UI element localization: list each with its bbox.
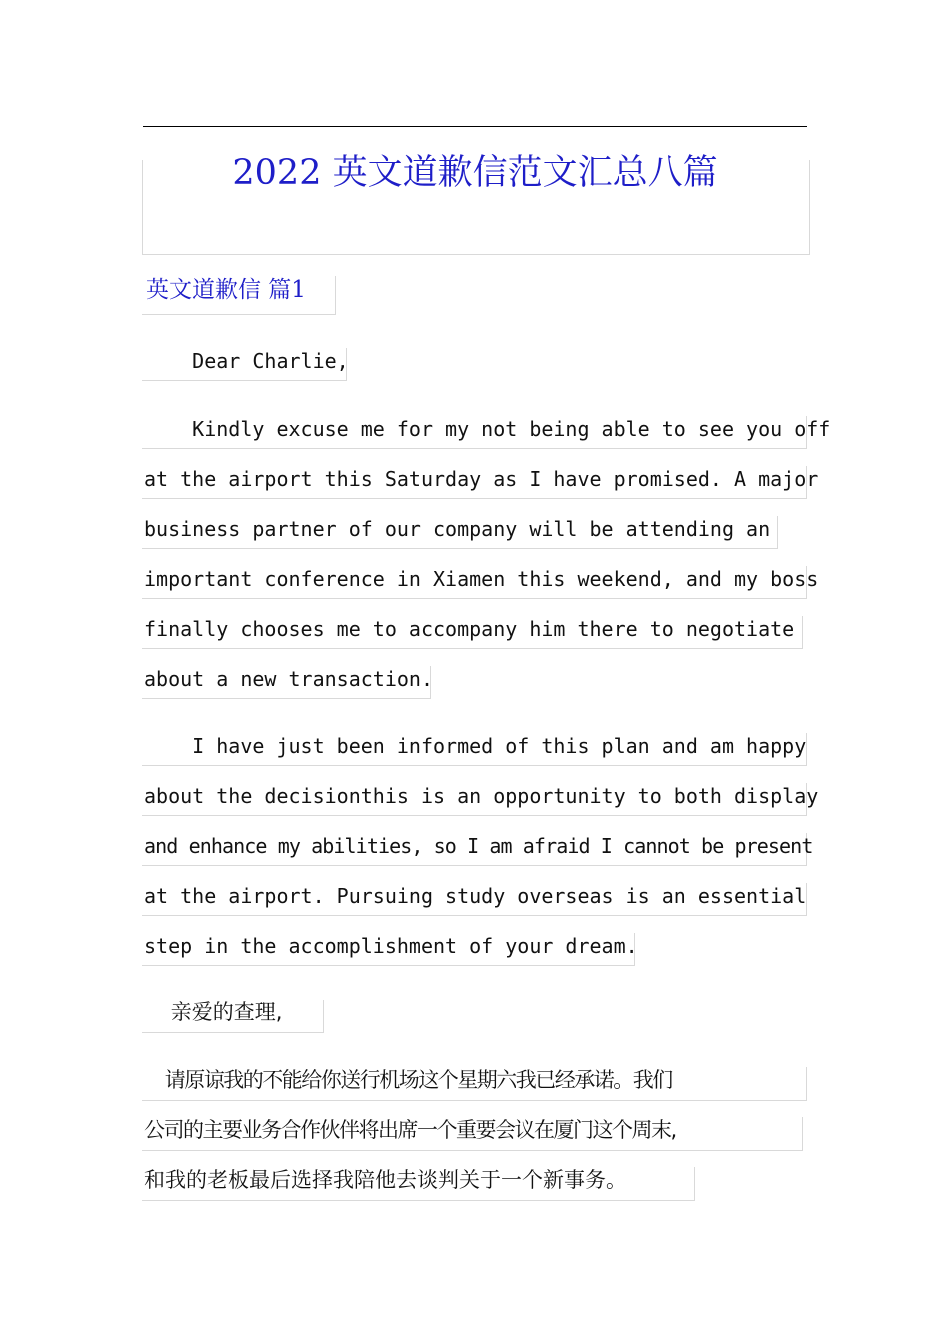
document-title: 2022 英文道歉信范文汇总八篇 xyxy=(232,153,718,193)
body-line: at the airport. Pursuing study overseas is an essential xyxy=(144,884,807,908)
body-line: Dear Charlie, xyxy=(144,349,349,373)
body-line: and enhance my abilities, so I am afraid I cannot be present xyxy=(144,834,813,858)
body-line: I have just been informed of this plan and am happy xyxy=(144,734,807,758)
body-line: finally chooses me to accompany him there to negotiate xyxy=(144,617,795,641)
body-line: about the decisionthis is an opportunity to both display xyxy=(144,784,819,808)
body-line: business partner of our company will be attending an xyxy=(144,517,771,541)
body-line: 请原谅我的不能给你送行机场这个星期六我已经承诺。我们 xyxy=(144,1068,672,1092)
body-line: 亲爱的查理, xyxy=(144,1000,283,1024)
section-heading: 英文道歉信 篇1 xyxy=(146,277,306,303)
body-line: 公司的主要业务合作伙伴将出席一个重要会议在厦门这个周末, xyxy=(144,1118,676,1142)
body-line: important conference in Xiamen this weekend, and my boss xyxy=(144,567,819,591)
body-line: 和我的老板最后选择我陪他去谈判关于一个新事务。 xyxy=(144,1168,627,1192)
header-rule xyxy=(143,126,807,127)
body-line: Kindly excuse me for my not being able to see you off xyxy=(144,417,831,441)
body-line: about a new transaction. xyxy=(144,667,433,691)
body-line: step in the accomplishment of your dream. xyxy=(144,934,638,958)
body-line: at the airport this Saturday as I have promised. A major xyxy=(144,467,819,491)
